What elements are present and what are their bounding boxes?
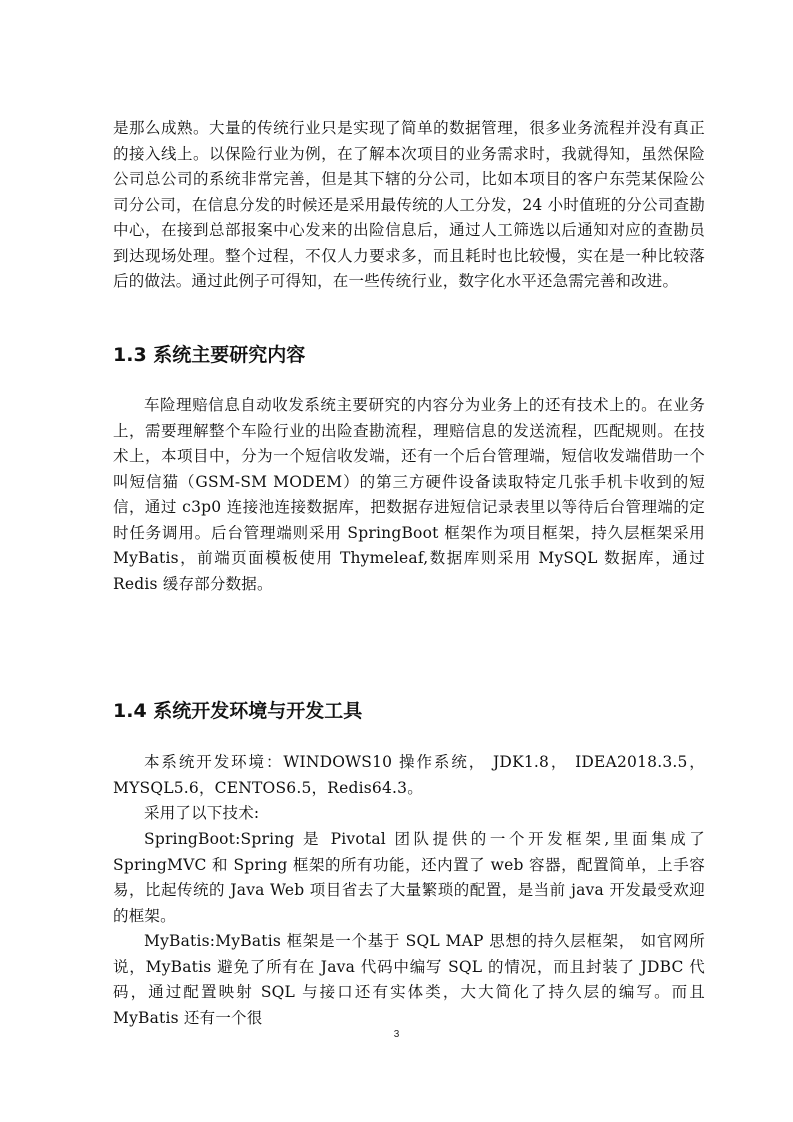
paragraph-springboot: SpringBoot:Spring 是 Pivotal 团队提供的一个开发框架,里面集成了 SpringMVC 和 Spring 框架的所有功能，还内置了 web 容器，配置简单，上手容易，比起传统的 Java Web 项目省去了大量繁琐的配置，是当前 java 开发最受欢迎的框架。 (113, 830, 705, 925)
paragraph-intro-continued: 是那么成熟。大量的传统行业只是实现了简单的数据管理，很多业务流程并没有真正的接入线上。以保险行业为例，在了解本次项目的业务需求时，我就得知，虽然保险公司总公司的系统非常完善，但是其下辖的分公司，比如本项目的客户东莞某保险公司分公司，在信息分发的时候还是采用最传统的人工分发，24 小时值班的分公司查勘中心，在接到总部报案中心发来的出险信息后，通过人工筛选以后通知对应的查勘员到达现场处理。整个过程，不仅人力要求多，而且耗时也比较慢，实在是一种比较落后的做法。通过此例子可得知，在一些传统行业，数字化水平还急需完善和改进。 (113, 119, 705, 290)
section-heading-1-3: 1.3 系统主要研究内容 (113, 344, 306, 366)
paragraph-mybatis: MyBatis:MyBatis 框架是一个基于 SQL MAP 思想的持久层框架， 如官网所说，MyBatis 避免了所有在 Java 代码中编写 SQL 的情况，而且封装了 JDBC 代码，通过配置映射 SQL 与接口还有实体类，大大简化了持久层的编写。而且 MyBatis 还有一个很 (113, 932, 705, 1027)
section-heading-1-4: 1.4 系统开发环境与开发工具 (113, 700, 363, 722)
paragraph-tech-intro: 采用了以下技术: (144, 804, 260, 822)
paragraph-dev-environment: 本系统开发环境：WINDOWS10 操作系统， JDK1.8， IDEA2018.3.5，MYSQL5.6，CENTOS6.5，Redis64.3。 (113, 753, 705, 797)
page-number: 3 (393, 1029, 400, 1040)
paragraph-research-content: 车险理赔信息自动收发系统主要研究的内容分为业务上的还有技术上的。在业务上，需要理解整个车险行业的出险查勘流程，理赔信息的发送流程，匹配规则。在技术上，本项目中，分为一个短信收发端，还有一个后台管理端，短信收发端借助一个叫短信猫（GSM-SM MODEM）的第三方硬件设备读取特定几张手机卡收到的短信，通过 c3p0 连接池连接数据库，把数据存进短信记录表里以等待后台管理端的定时任务调用。后台管理端则采用 SpringBoot 框架作为项目框架，持久层框架采用 MyBatis，前端页面模板使用 Thymeleaf,数据库则采用 MySQL 数据库，通过 Redis 缓存部分数据。 (113, 396, 705, 593)
